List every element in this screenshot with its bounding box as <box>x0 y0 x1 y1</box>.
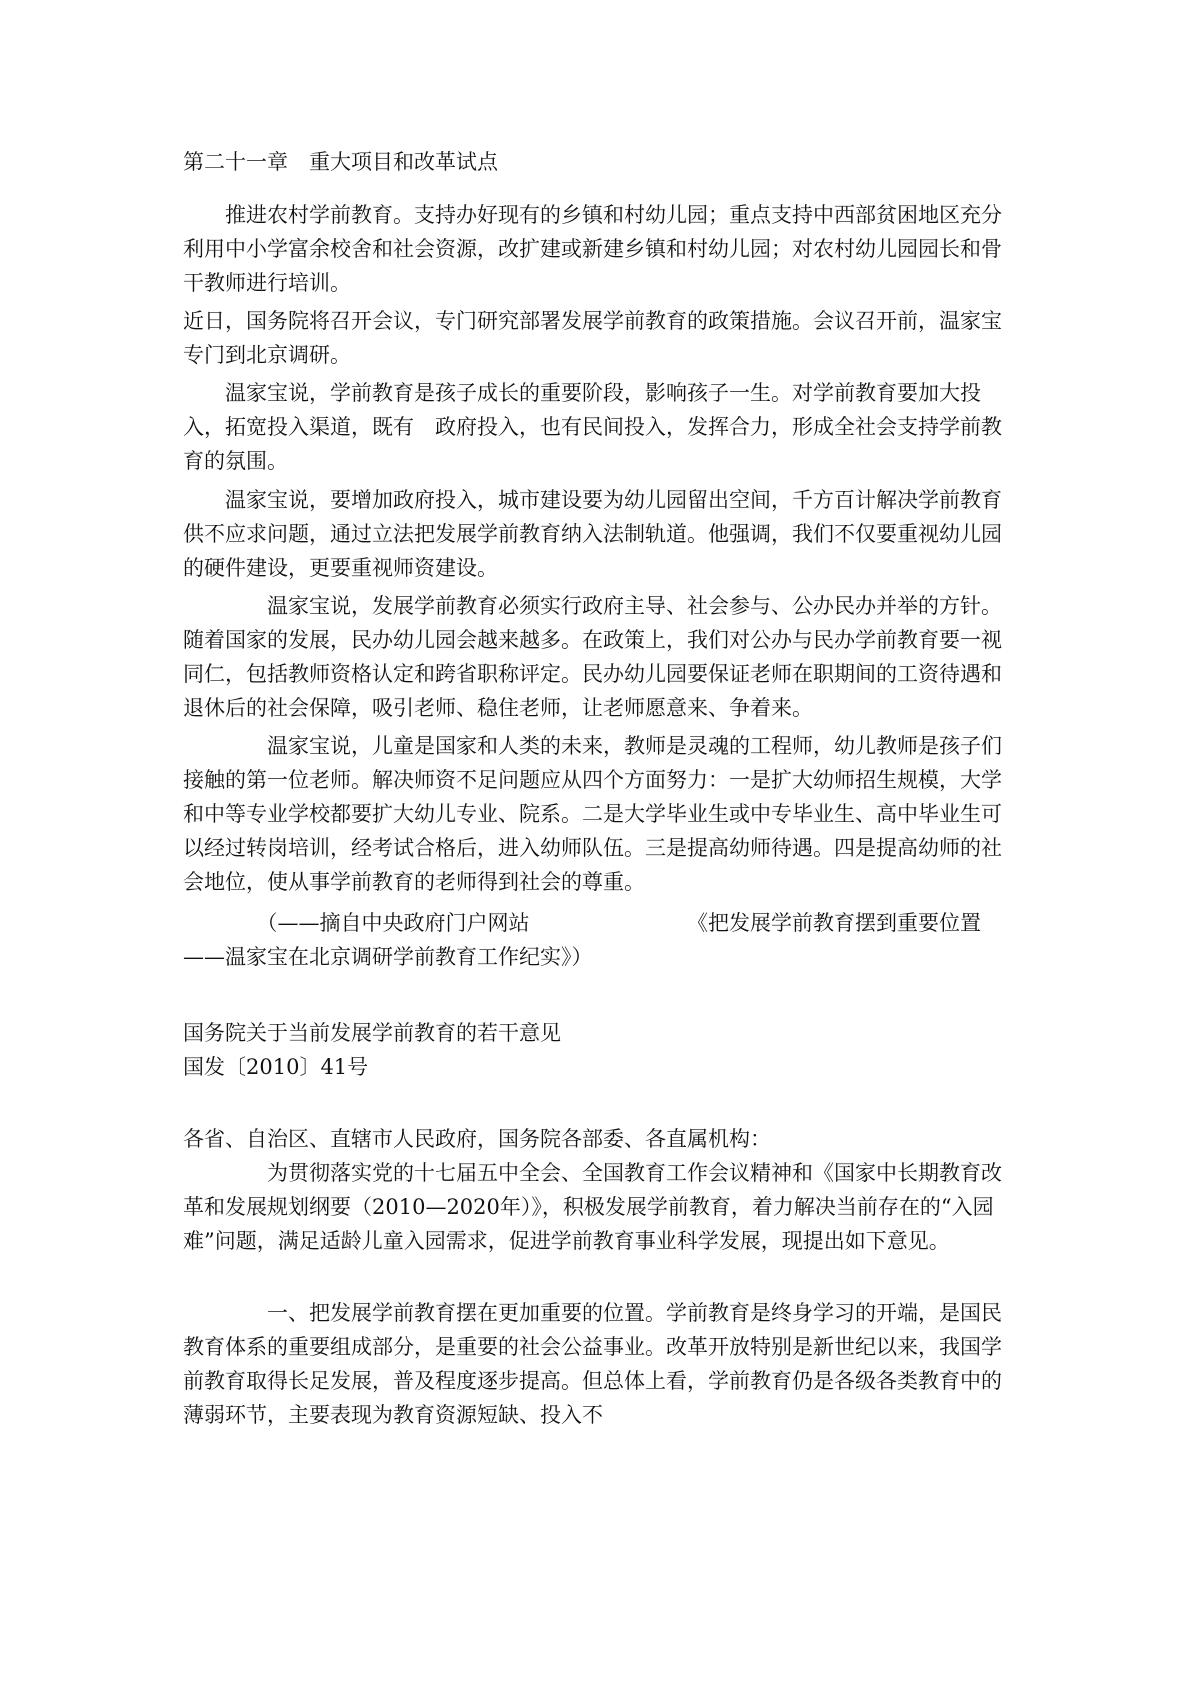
paragraph-teachers: 温家宝说，儿童是国家和人类的未来，教师是灵魂的工程师，幼儿教师是孩子们接触的第一位老师。解决师资不足问题应从四个方面努力：一是扩大幼师招生规模，大学和中等专业学校都要扩大幼儿专业、院系。二是大学毕业生或中专毕业生、高中毕业生可以经过转岗培训，经考试合格后，进入幼师队伍。三是提高幼师待遇。四是提高幼师的社会地位，使从事学前教育的老师得到社会的尊重。 <box>183 734 1002 894</box>
paragraph-rural-preschool: 推进农村学前教育。支持办好现有的乡镇和村幼儿园；重点支持中西部贫困地区充分利用中小学富余校舍和社会资源，改扩建或新建乡镇和村幼儿园；对农村幼儿园园长和骨干教师进行培训。 <box>183 203 1002 295</box>
paragraph-important-stage: 温家宝说，学前教育是孩子成长的重要阶段，影响孩子一生。对学前教育要加大投入，拓宽投入渠道，既有 政府投入，也有民间投入，发挥合力，形成全社会支持学前教育的氛围。 <box>183 381 1002 473</box>
addressees: 各省、自治区、直辖市人民政府，国务院各部委、各直属机构： <box>183 1127 771 1151</box>
paragraph-government-led: 温家宝说，发展学前教育必须实行政府主导、社会参与、公办民办并举的方针。随着国家的发展，民办幼儿园会越来越多。在政策上，我们对公办与民办学前教育要一视同仁，包括教师资格认定和跨省职称评定。民办幼儿园要保证老师在职期间的工资待遇和退休后的社会保障，吸引老师、稳住老师，让老师愿意来、争着来。 <box>183 594 1002 720</box>
paragraph-state-council-meeting: 近日，国务院将召开会议，专门研究部署发展学前教育的政策措施。会议召开前，温家宝专门到北京调研。 <box>183 309 1002 367</box>
chapter-heading: 第二十一章 重大项目和改革试点 <box>183 150 498 174</box>
document-page <box>183 0 1013 1684</box>
official-document-title: 国务院关于当前发展学前教育的若干意见 <box>183 1021 561 1045</box>
paragraph-preamble: 为贯彻落实党的十七届五中全会、全国教育工作会议精神和《国家中长期教育改革和发展规划纲要（2010—2020年）》，积极发展学前教育，着力解决当前存在的“入园难”问题，满足适龄儿童入园需求，促进学前教育事业科学发展，现提出如下意见。 <box>183 1161 1002 1253</box>
paragraph-section-one: 一、把发展学前教育摆在更加重要的位置。学前教育是终身学习的开端，是国民教育体系的重要组成部分，是重要的社会公益事业。改革开放特别是新世纪以来，我国学前教育取得长足发展，普及程度逐步提高。但总体上看，学前教育仍是各级各类教育中的薄弱环节，主要表现为教育资源短缺、投入不 <box>183 1301 1002 1427</box>
source-note: （——摘自中央政府门户网站 《把发展学前教育摆到重要位置——温家宝在北京调研学前教育工作纪实》） <box>183 911 981 969</box>
paragraph-government-investment: 温家宝说，要增加政府投入，城市建设要为幼儿园留出空间，千方百计解决学前教育供不应求问题，通过立法把发展学前教育纳入法制轨道。他强调，我们不仅要重视幼儿园的硬件建设，更要重视师资建设。 <box>183 488 1002 580</box>
official-document-number: 国发〔2010〕41号 <box>183 1055 369 1079</box>
